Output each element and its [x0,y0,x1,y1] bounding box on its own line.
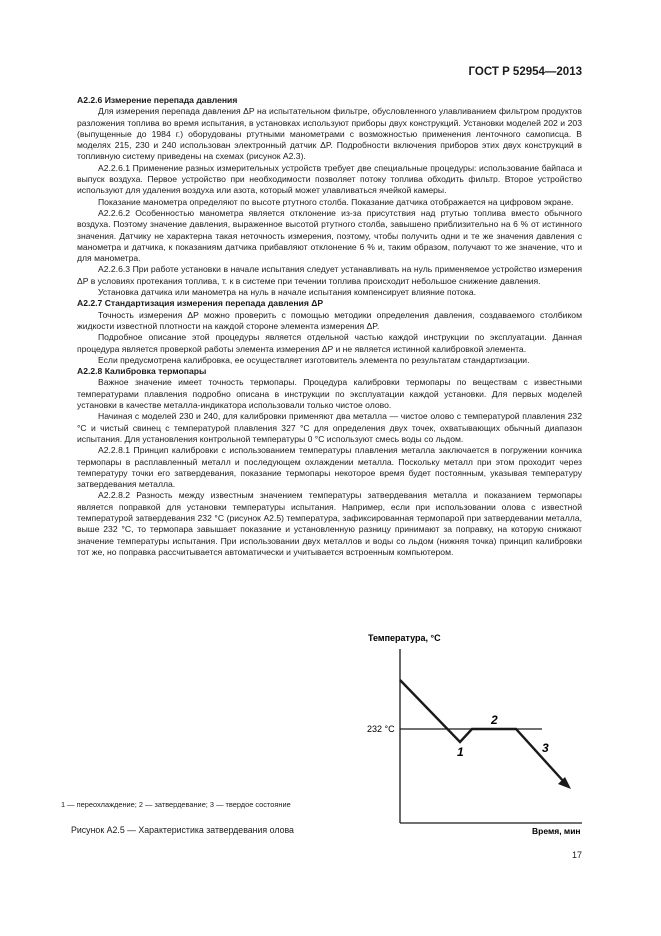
paragraph: Установка датчика или манометра на нуль в начале испытания компенсирует влияние потока. [98,287,476,298]
paragraph: Начиная с моделей 230 и 240, для калибровки применяют два металла — чистое олово с температурой плавления 232 °С и чистый свинец с температурой плавления 327 °С для определения двух точек, охватывающих обычный диапазон испытания. Для установления контрольной температуры 0 °С используют смесь воды со льдом. [77,411,582,444]
paragraph: А2.2.6.2 Особенностью манометра является отклонение из-за присутствия над ртутью топлива вместо обычного воздуха. Поэтому значение давления, выраженное высотой ртутного столба, завышено приблизительно на 6 % от истинного значения. Датчику не характерна такая неточность измерения, поэтому, чтобы получить одни и те же значения давления с манометра и датчика, к показаниям датчика прибавляют отклонение 6 % и, таким образом, получают то же значение, что и для манометра. [77,207,582,264]
cooling-curve [400,680,565,783]
paragraph: Если предусмотрена калибровка, ее осуществляет изготовитель элемента по результатам стандартизации. [98,354,530,365]
x-axis-label: Время, мин [532,826,581,836]
paragraph: Подробное описание этой процедуры является отдельной частью каждой инструкции по эксплуатации. Данная процедура является проверкой работы элемента измерения ΔP и не является истинной калибровкой элемента. [77,332,582,354]
paragraph: Точность измерения ΔP можно проверить с помощью методики определения давления, создаваемого столбиком жидкости известной плотности на каждой стороне элемента измерения ΔP. [77,309,582,331]
solidification-figure [360,625,590,840]
paragraph: А2.2.8.1 Принцип калибровки с использованием температуры плавления металла заключается в погружении кончика термопары в расплавленный металл и последующем охлаждении металла. Поскольку металл при этом проходит через температуру точки его затвердевания, показание термопары некоторое время будет постоянным, указывая температуру затвердевания металла. [77,445,582,490]
paragraph: А2.2.8.2 Разность между известным значением температуры затвердевания металла и показанием термопары является поправкой для установки температуры испытания. Например, если при использовании олова с известной температурой затвердевания 232 °С (рисунок А2.5) температура, зафиксированная термопарой при затвердевании металла, выше 232 °С, то термопара завышает показание и установленную разницу принимают за поправку, на которую снижают значение температуры испытания. При использовании двух металлов и воды со льдом (нижняя точка) принцип калибровки тот же, но поправка рассчитывается автоматически и учитывается встроенным компьютером. [77,490,582,557]
paragraph: А2.2.6.3 При работе установки в начале испытания следует устанавливать на нуль применяемое устройство измерения ΔP в условиях протекания топлива, т. к в системе при течении топлива происходит небольшое снижение давления. [77,264,582,286]
paragraph: А2.2.6.1 Применение разных измерительных устройств требует две специальные процедуры: использование байпаса и выпуск воздуха. Первое устройство при необходимости позволяет потоку топлива обходить фильтр. Второе устройство используют для удаления воздуха или азота, который может улавливаться ячейкой камеры. [77,162,582,196]
paragraph: Показание манометра определяют по высоте ртутного столба. Показание датчика отображается на цифровом экране. [98,196,574,207]
standard-number: ГОСТ Р 52954—2013 [468,66,582,78]
y-axis-label: Температура, °С [368,633,441,643]
figure-legend: 1 — переохлаждение; 2 — затвердевание; 3 — твердое состояние [61,800,291,809]
document-body [77,95,582,558]
heading-a228: А2.2.8 Калибровка термопары [77,366,207,377]
page-number: 17 [571,850,582,860]
marker-1: 1 [457,745,464,759]
heading-a226: А2.2.6 Измерение перепада давления [77,95,238,105]
paragraph: Важное значение имеет точность термопары. Процедура калибровки термопары по веществам с известными температурами плавления подробно описана в инструкции по эксплуатации каждой установки. Для первых моделей установки в качестве металла-индикатора использовали только чистое олово. [77,377,582,411]
heading-a227: А2.2.7 Стандартизация измерения перепада давления ΔP [77,298,324,309]
marker-2: 2 [491,713,498,727]
paragraph: Для измерения перепада давления ΔP на испытательном фильтре, обусловленного улавливанием фильтром продуктов разложения топлива во время испытания, в установках используют приборы двух конструкций. Установки моделей 202 и 203 (выпущенные до 1984 г.) оборудованы ртутными манометрами с возможностью применения ленточного самописца. В моделях 215, 230 и 240 использован электронный датчик ΔP. Подробности включения приборов этих двух конструкций в топливную систему приведены на схемах (рисунок А2.3). [77,106,582,162]
tick-label-232: 232 °С [367,724,395,734]
marker-3: 3 [542,741,549,755]
figure-caption: Рисунок А2.5 — Характеристика затвердевания олова [71,825,294,835]
